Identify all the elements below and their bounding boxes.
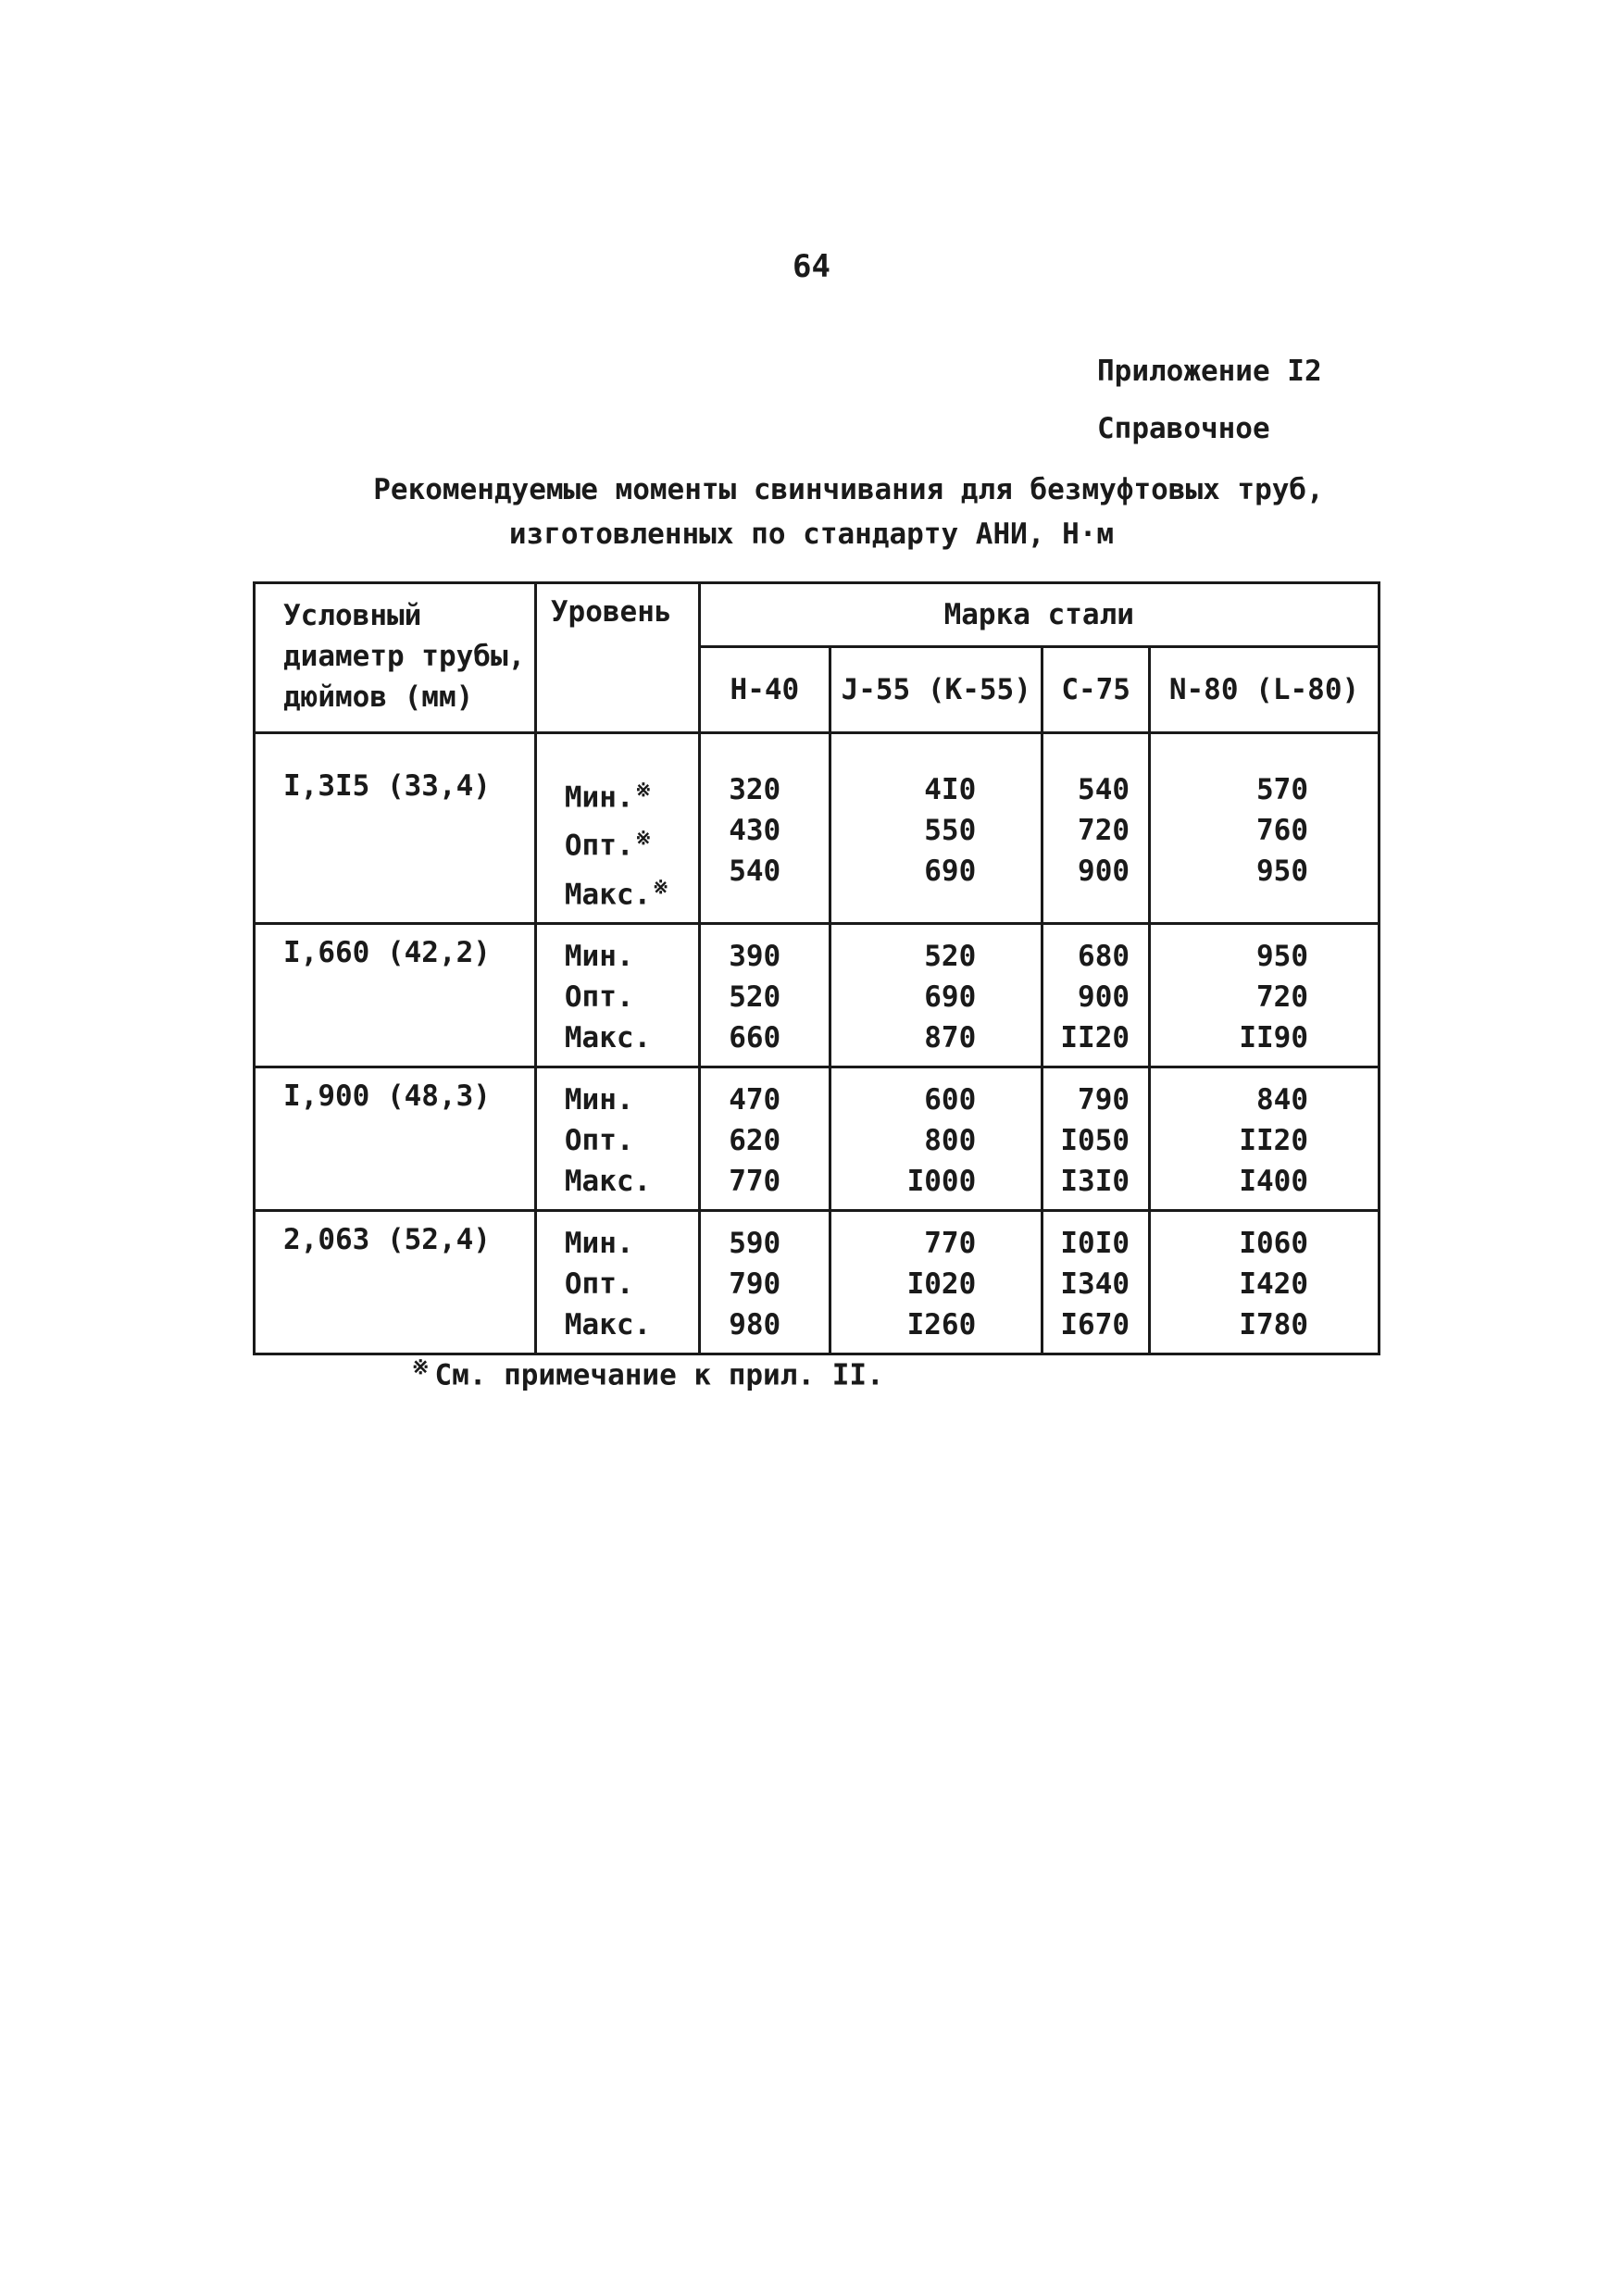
- header-grade-h40: H-40: [699, 647, 830, 733]
- level-max: Макс.: [564, 877, 652, 911]
- level-opt: Опт.: [564, 980, 634, 1014]
- level-min: Мин.: [564, 1082, 634, 1117]
- footnote-mark: ※: [635, 779, 652, 801]
- value-cell-h40: [699, 733, 830, 924]
- page-number: 64: [793, 248, 830, 285]
- diameter-cell: I,660 (42,2): [255, 923, 536, 1067]
- value: II20: [1239, 1123, 1308, 1157]
- level-opt: Опт.: [564, 1123, 634, 1157]
- value: 540: [729, 855, 781, 888]
- level-max: Макс.: [564, 1307, 652, 1341]
- value: 570: [1256, 773, 1308, 806]
- value-cell-h40: [699, 1210, 830, 1354]
- value: I020: [906, 1267, 977, 1301]
- level-opt: Опт.: [564, 829, 634, 863]
- value-cell-n80: [1150, 923, 1380, 1067]
- value: 430: [729, 814, 781, 847]
- value-cell-j55: [830, 1067, 1042, 1210]
- footnote-mark: ※: [412, 1356, 430, 1379]
- level-min: Мин.: [564, 780, 634, 815]
- value: 620: [729, 1123, 781, 1157]
- header-level: Уровень: [535, 583, 699, 733]
- footnote-text: См. примечание к прил. II.: [434, 1358, 884, 1392]
- value: 870: [924, 1020, 977, 1054]
- header-diameter-line-2: диаметр трубы,: [283, 640, 526, 673]
- level-cell: [535, 1067, 699, 1210]
- header-grade-j55: J-55 (K-55): [830, 647, 1042, 733]
- table-title-line-1: Рекомендуемые моменты свинчивания для безмуфтовых труб,: [373, 473, 1324, 506]
- level-cell: [535, 923, 699, 1067]
- value: I0I0: [1060, 1226, 1130, 1260]
- level-max: Макс.: [564, 1020, 652, 1054]
- value: 390: [729, 939, 781, 973]
- value-cell-j55: [830, 923, 1042, 1067]
- value-cell-j55: [830, 1210, 1042, 1354]
- table-title-line-2: изготовленных по стандарту АНИ, Н·м: [508, 518, 1115, 551]
- value: 900: [1078, 980, 1130, 1014]
- value: 770: [729, 1164, 781, 1198]
- value: 590: [729, 1226, 781, 1260]
- footnote-mark: ※: [653, 875, 668, 898]
- level-cell: [535, 1210, 699, 1354]
- value: I060: [1239, 1226, 1308, 1260]
- value: 760: [1256, 814, 1308, 847]
- level-min: Мин.: [564, 939, 634, 973]
- table-row-group: [255, 923, 1380, 1067]
- value: 950: [1256, 939, 1308, 973]
- value: 320: [729, 773, 781, 806]
- level-min: Мин.: [564, 1226, 634, 1260]
- header-diameter-line-1: Условный: [283, 599, 422, 632]
- value-cell-h40: [699, 923, 830, 1067]
- value: I000: [906, 1164, 977, 1198]
- value: I400: [1239, 1164, 1308, 1198]
- value: 800: [924, 1123, 977, 1157]
- value: 840: [1256, 1082, 1308, 1117]
- level-opt: Опт.: [564, 1267, 634, 1301]
- value: 720: [1256, 980, 1308, 1014]
- value: I780: [1239, 1307, 1308, 1341]
- value: II20: [1060, 1020, 1130, 1054]
- value: 520: [924, 939, 977, 973]
- value-cell-c75: [1042, 1067, 1150, 1210]
- value: 900: [1078, 855, 1130, 888]
- value: I3I0: [1060, 1164, 1130, 1198]
- value: 790: [1078, 1082, 1130, 1117]
- value: I050: [1060, 1123, 1130, 1157]
- value: 770: [924, 1226, 977, 1260]
- value: 520: [729, 980, 781, 1014]
- value: 980: [729, 1307, 781, 1341]
- value: II90: [1239, 1020, 1308, 1054]
- value: 470: [729, 1082, 781, 1117]
- level-max: Макс.: [564, 1164, 652, 1198]
- value: 950: [1256, 855, 1308, 888]
- value: I420: [1239, 1267, 1308, 1301]
- value: I260: [906, 1307, 977, 1341]
- value-cell-j55: [830, 733, 1042, 924]
- appendix-label: Приложение I2: [1097, 355, 1322, 388]
- value-cell-c75: [1042, 923, 1150, 1067]
- value: 680: [1078, 939, 1130, 973]
- table-row-group: [255, 733, 1380, 924]
- value-cell-h40: [699, 1067, 830, 1210]
- diameter-cell: I,3I5 (33,4): [255, 733, 536, 924]
- reference-label: Справочное: [1097, 412, 1270, 445]
- table-row-group: [255, 1067, 1380, 1210]
- level-cell: [535, 733, 699, 924]
- value: 720: [1078, 814, 1130, 847]
- value-cell-c75: [1042, 733, 1150, 924]
- footnote-mark: ※: [635, 827, 652, 850]
- value-cell-n80: [1150, 733, 1380, 924]
- value: I340: [1060, 1267, 1130, 1301]
- value: 660: [729, 1020, 781, 1054]
- header-grade-c75: C-75: [1042, 647, 1150, 733]
- value: 4I0: [924, 773, 977, 806]
- header-diameter: [255, 583, 536, 733]
- header-grade-n80: N-80 (L-80): [1150, 647, 1380, 733]
- header-steel-grade: Марка стали: [699, 583, 1379, 647]
- diameter-cell: 2,063 (52,4): [255, 1210, 536, 1354]
- footnote: [412, 1356, 884, 1391]
- value: 690: [924, 855, 977, 888]
- diameter-cell: I,900 (48,3): [255, 1067, 536, 1210]
- torque-table: [253, 581, 1380, 1355]
- table-row-group: [255, 1210, 1380, 1354]
- header-diameter-line-3: дюймов (мм): [283, 680, 474, 714]
- value: 550: [924, 814, 977, 847]
- value: 690: [924, 980, 977, 1014]
- value-cell-c75: [1042, 1210, 1150, 1354]
- value: I670: [1060, 1307, 1130, 1341]
- value: 540: [1078, 773, 1130, 806]
- value: 790: [729, 1267, 781, 1301]
- value-cell-n80: [1150, 1210, 1380, 1354]
- value: 600: [924, 1082, 977, 1117]
- table-title: [0, 468, 1623, 556]
- value-cell-n80: [1150, 1067, 1380, 1210]
